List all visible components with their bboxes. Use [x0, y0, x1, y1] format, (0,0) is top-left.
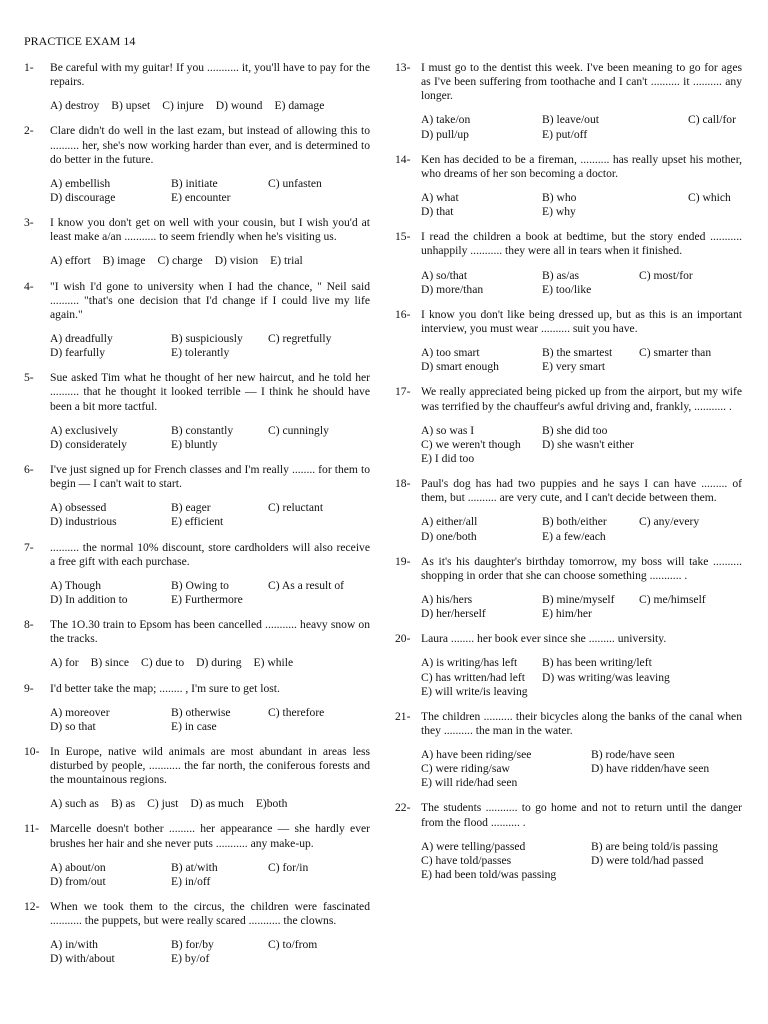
question-number: 12- [24, 900, 40, 914]
question-stem: Marcelle doesn't bother ......... her appearance — she hardly ever brushes her hair and she never puts ........... any make-up. [50, 822, 370, 850]
answer-option: B) since [90, 656, 129, 670]
answer-option: E) trial [270, 254, 303, 268]
answer-option: A) too smart [421, 346, 480, 360]
question-number: 11- [24, 822, 40, 836]
answer-option: A) either/all [421, 515, 478, 529]
answer-option: A) destroy [50, 99, 100, 113]
answer-option: E) in/off [171, 874, 211, 888]
question-6 [24, 463, 370, 530]
question-number: 3- [24, 216, 34, 230]
question-8 [24, 618, 370, 670]
answer-option: B) as/as [542, 268, 580, 282]
answer-options [421, 113, 742, 141]
question-4 [24, 280, 370, 361]
answer-option: B) she did too [542, 423, 608, 437]
answer-option: B) who [542, 190, 577, 204]
question-stem: "I wish I'd gone to university when I had the chance, " Neil said .......... "that's one decision that I'd change if I could live my life again." [50, 279, 370, 321]
answer-option: C) we weren't though [421, 437, 521, 451]
answer-option: C) unfasten [268, 176, 322, 190]
question-stem: I read the children a book at bedtime, but the story ended ........... unhappily ........... they were all in tears when it finished. [421, 230, 742, 258]
question-1 [24, 61, 370, 113]
answer-options [50, 579, 370, 607]
answer-option: D) pull/up [421, 127, 469, 141]
answer-option: C) smarter than [639, 346, 712, 360]
answer-options [421, 191, 742, 219]
answer-option: D) during [196, 656, 242, 670]
answer-option: C) which [688, 190, 731, 204]
answer-option: A) his/hers [421, 592, 473, 606]
answer-option: C) charge [157, 254, 203, 268]
question-19 [395, 555, 742, 622]
answer-option: E) damage [274, 99, 325, 113]
answer-option: C) to/from [268, 938, 318, 952]
answer-option: E) tolerantly [171, 346, 230, 360]
answer-option: A) what [421, 190, 459, 204]
answer-option: A) in/with [50, 938, 98, 952]
question-17 [395, 385, 742, 466]
answer-option: B) leave/out [542, 113, 599, 127]
answer-options [50, 797, 370, 811]
answer-option: D) her/herself [421, 607, 486, 621]
question-20 [395, 632, 742, 699]
question-stem: When we took them to the circus, the children were fascinated ........... the puppets, but were really scared ........... the clowns. [50, 900, 370, 928]
answer-option: B) initiate [171, 176, 218, 190]
answer-option: D) vision [214, 254, 259, 268]
question-14 [395, 153, 742, 220]
answer-option: D) that [421, 205, 454, 219]
answer-option: E) Furthermore [171, 592, 243, 606]
answer-option: A) such as [50, 797, 99, 811]
answer-option: B) upset [111, 99, 151, 113]
answer-option: E) too/like [542, 282, 592, 296]
answer-option: D) one/both [421, 529, 477, 543]
question-stem: Laura ........ her book ever since she ......... university. [421, 632, 667, 646]
question-21 [395, 710, 742, 791]
answer-option: D) considerately [50, 437, 127, 451]
question-5 [24, 371, 370, 452]
answer-option: B) has been writing/left [542, 656, 652, 670]
answer-option: A) dreadfully [50, 331, 113, 345]
answer-option: E) put/off [542, 127, 588, 141]
question-stem: I've just signed up for French classes and I'm really ........ for them to begin — I can't wait to start. [50, 462, 370, 491]
question-number: 9- [24, 681, 34, 695]
question-number: 17- [395, 385, 411, 399]
question-number: 14- [395, 152, 411, 166]
answer-option: C) regretfully [268, 331, 332, 345]
question-stem: We really appreciated being picked up from the airport, but my wife was terrified by the chauffeur's awful driving and, frankly, ........... . [421, 385, 742, 413]
left-column [24, 61, 370, 978]
question-number: 20- [395, 632, 411, 646]
answer-option: A) is writing/has left [421, 656, 518, 670]
question-22 [395, 801, 742, 882]
question-13 [395, 61, 742, 142]
answer-option: C) As a result of [268, 578, 344, 592]
question-number: 13- [395, 61, 411, 74]
answer-options [421, 269, 742, 297]
answer-option: E) had been told/was passing [421, 868, 557, 882]
question-stem: The students ........... to go home and not to return until the danger from the flood .......... . [421, 801, 742, 829]
answer-option: D) fearfully [50, 346, 106, 360]
answer-options [50, 254, 370, 268]
answer-option: E) efficient [171, 515, 224, 529]
answer-option: E) bluntly [171, 437, 218, 451]
answer-option: D) In addition to [50, 592, 128, 606]
answer-option: D) smart enough [421, 360, 499, 374]
question-stem: I must go to the dentist this week. I've been meaning to go for ages as I've been suffering from toothache and I can't .......... it .......... any longer. [421, 61, 742, 103]
answer-option: C) for/in [268, 860, 309, 874]
question-stem: The children .......... their bicycles along the banks of the canal when they .......... the man in the water. [421, 709, 742, 737]
answer-options [421, 346, 742, 374]
question-stem: I know you don't get on well with your cousin, but I wish you'd at least make a/an ........... to seem friendly when he's visiting us. [50, 216, 370, 244]
answer-option: E) a few/each [542, 529, 606, 543]
answer-option: B) mine/myself [542, 592, 615, 606]
answer-option: C) has written/had left [421, 670, 525, 684]
answer-options [50, 99, 370, 113]
question-10 [24, 745, 370, 812]
answer-option: B) as [110, 797, 136, 811]
answer-option: C) due to [140, 656, 185, 670]
answer-option: B) for/by [171, 938, 214, 952]
question-12 [24, 900, 370, 967]
answer-option: A) obsessed [50, 501, 107, 515]
answer-option: B) Owing to [171, 578, 229, 592]
question-stem: The 1O.30 train to Epsom has been cancelled ........... heavy snow on the tracks. [50, 618, 370, 646]
answer-options [50, 332, 370, 360]
question-stem: In Europe, native wild animals are most abundant in areas less disturbed by people, ........... the far north, the coniferous forests and the mountainous regions. [50, 744, 370, 787]
answer-option: B) otherwise [171, 705, 231, 719]
question-stem: .......... the normal 10% discount, store cardholders will also receive a free gift with each purchase. [50, 540, 370, 568]
answer-option: A) have been riding/see [421, 748, 532, 762]
answer-option: A) for [50, 656, 79, 670]
question-number: 1- [24, 61, 34, 74]
answer-option: C) me/himself [639, 592, 706, 606]
answer-options [421, 593, 742, 621]
answer-option: C) have told/passes [421, 853, 512, 867]
answer-options [421, 424, 742, 466]
answer-option: A) about/on [50, 860, 106, 874]
answer-option: D) industrious [50, 515, 117, 529]
question-number: 6- [24, 462, 34, 476]
answer-option: D) with/about [50, 952, 115, 966]
answer-option: A) embellish [50, 176, 111, 190]
question-number: 7- [24, 540, 34, 554]
answer-option: D) were told/had passed [591, 853, 704, 867]
answer-option: E) very smart [542, 360, 606, 374]
answer-option: B) both/either [542, 515, 607, 529]
answer-option: D) have ridden/have seen [591, 762, 710, 776]
question-stem: Ken has decided to be a fireman, .......... has really upset his mother, who dreams of her son becoming a doctor. [421, 152, 742, 180]
right-column [395, 61, 742, 893]
answer-option: C) just [147, 797, 179, 811]
answer-option: E) him/her [542, 607, 592, 621]
question-stem: Sue asked Tim what he thought of her new haircut, and he told her .......... that he thought it looked terrible — I think he should have been a bit more tactful. [50, 371, 370, 413]
answer-options [50, 938, 370, 966]
answer-option: C) were riding/saw [421, 762, 510, 776]
answer-option: A) take/on [421, 113, 471, 127]
answer-option: D) as much [190, 797, 244, 811]
question-number: 16- [395, 307, 411, 321]
answer-options [50, 656, 370, 670]
answer-option: A) effort [50, 254, 91, 268]
answer-option: A) were telling/passed [421, 839, 526, 853]
question-number: 4- [24, 279, 34, 293]
question-18 [395, 477, 742, 544]
question-number: 19- [395, 554, 411, 568]
answer-option: B) constantly [171, 423, 234, 437]
answer-option: B) eager [171, 501, 211, 515]
answer-options [50, 424, 370, 452]
question-number: 2- [24, 124, 34, 138]
answer-option: A) Though [50, 578, 101, 592]
question-number: 10- [24, 744, 40, 758]
question-number: 22- [395, 801, 411, 815]
question-3 [24, 216, 370, 268]
answer-option: D) she wasn't either [542, 437, 634, 451]
answer-option: E) by/of [171, 952, 210, 966]
question-number: 8- [24, 618, 34, 632]
page-title: PRACTICE EXAM 14 [24, 34, 136, 48]
answer-option: E) while [253, 656, 294, 670]
question-stem: I know you don't like being dressed up, but as this is an important interview, you must wear .......... suit you have. [421, 307, 742, 335]
answer-option: B) are being told/is passing [591, 839, 718, 853]
answer-option: D) wound [215, 99, 263, 113]
answer-option: B) at/with [171, 860, 218, 874]
question-stem: Be careful with my guitar! If you ........... it, you'll have to pay for the repairs. [50, 61, 370, 89]
question-7 [24, 541, 370, 608]
answer-options [421, 748, 742, 790]
answer-option: C) cunningly [268, 423, 329, 437]
question-15 [395, 230, 742, 297]
answer-options [50, 861, 370, 889]
answer-options [421, 656, 742, 698]
answer-option: E) will write/is leaving [421, 684, 528, 698]
answer-option: B) the smartest [542, 346, 613, 360]
answer-option: A) so was I [421, 423, 475, 437]
answer-option: B) suspiciously [171, 331, 243, 345]
answer-option: D) from/out [50, 874, 106, 888]
question-16 [395, 308, 742, 375]
question-9 [24, 682, 370, 734]
question-number: 15- [395, 230, 411, 244]
answer-option: A) so/that [421, 268, 468, 282]
question-11 [24, 822, 370, 889]
answer-option: B) rode/have seen [591, 748, 675, 762]
answer-options [50, 501, 370, 529]
answer-option: A) exclusively [50, 423, 118, 437]
answer-option: E) why [542, 205, 576, 219]
answer-option: E) will ride/had seen [421, 776, 518, 790]
question-2 [24, 124, 370, 205]
answer-option: C) most/for [639, 268, 693, 282]
answer-option: C) injure [162, 99, 204, 113]
answer-option: D) so that [50, 719, 96, 733]
answer-option: E) encounter [171, 190, 231, 204]
question-stem: I'd better take the map; ........ , I'm sure to get lost. [50, 681, 280, 695]
answer-option: C) call/for [688, 113, 736, 127]
answer-option: B) image [102, 254, 146, 268]
answer-option: D) discourage [50, 190, 116, 204]
answer-option: E) I did too [421, 451, 475, 465]
question-stem: Paul's dog has had two puppies and he says I can have ......... of them, but .......... are very cute, and I can't decide between them. [421, 477, 742, 505]
question-stem: As it's his daughter's birthday tomorrow, my boss will take .......... shopping in order that she can choose something ........... . [421, 554, 742, 582]
answer-option: C) therefore [268, 705, 325, 719]
answer-option: E) in case [171, 719, 217, 733]
question-stem: Clare didn't do well in the last ezam, but instead of allowing this to .......... her, she's now working harder than ever, and is determined to do better in the future. [50, 124, 370, 166]
question-number: 18- [395, 477, 411, 491]
answer-option: C) reluctant [268, 501, 324, 515]
answer-options [50, 177, 370, 205]
answer-option: E)both [255, 797, 288, 811]
answer-option: C) any/every [639, 515, 700, 529]
answer-option: A) moreover [50, 705, 110, 719]
answer-option: D) more/than [421, 282, 484, 296]
answer-options [50, 706, 370, 734]
question-number: 5- [24, 371, 34, 385]
answer-option: D) was writing/was leaving [542, 670, 670, 684]
answer-options [421, 515, 742, 543]
question-number: 21- [395, 709, 411, 723]
answer-options [421, 840, 742, 882]
